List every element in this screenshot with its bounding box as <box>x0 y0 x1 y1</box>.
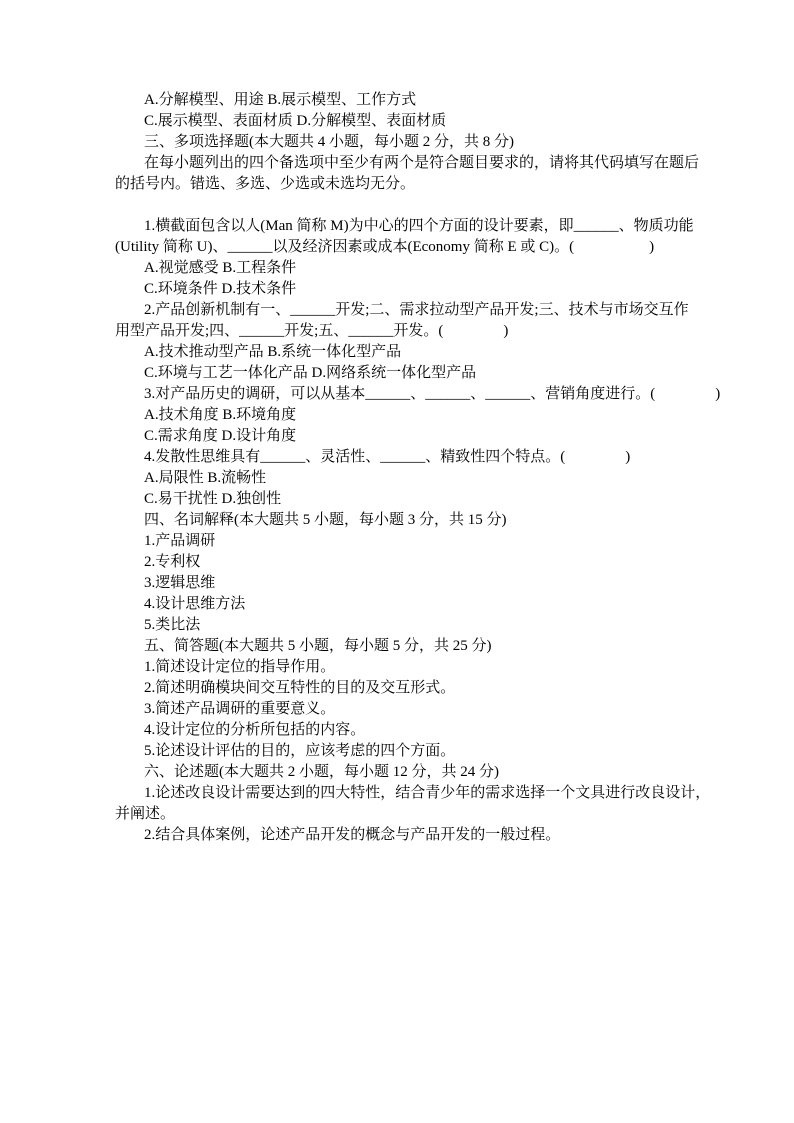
text-line: 3.逻辑思维 <box>144 575 216 591</box>
text-line: A.技术角度 B.环境角度 <box>144 407 297 423</box>
text-line: 1.简述设计定位的指导作用。 <box>144 659 336 675</box>
text-line: A.局限性 B.流畅性 <box>144 470 267 486</box>
text-line: 2.专利权 <box>144 554 201 570</box>
text-line: 的括号内。错选、多选、少选或未选均无分。 <box>115 176 416 192</box>
text-line: C.需求角度 D.设计角度 <box>144 428 297 444</box>
text-line: 5.论述设计评估的目的，应该考虑的四个方面。 <box>144 743 456 759</box>
document-text-block <box>115 90 721 846</box>
text-line: 4.设计定位的分析所包括的内容。 <box>144 722 366 738</box>
text-line: 在每小题列出的四个备选项中至少有两个是符合题目要求的，请将其代码填写在题后 <box>144 155 700 171</box>
text-line: 5.类比法 <box>144 617 201 633</box>
text-line: 用型产品开发;四、______开发;五、______开发。( ) <box>115 323 509 339</box>
text-line: 4.设计思维方法 <box>144 596 246 612</box>
text-line: A.视觉感受 B.工程条件 <box>144 260 297 276</box>
blank-line <box>115 195 680 216</box>
text-line: 1.横截面包含以人(Man 简称 M)为中心的四个方面的设计要素，即______、物质功能 <box>144 218 694 234</box>
text-line: 2.简述明确模块间交互特性的目的及交互形式。 <box>144 680 456 696</box>
text-line: 3.对产品历史的调研，可以从基本______、______、______、营销角度进行。( ) <box>144 386 721 402</box>
text-line: (Utility 简称 U)、______以及经济因素或成本(Economy 简称 E 或 C)。( ) <box>115 239 655 255</box>
text-line: 六、论述题(本大题共 2 小题，每小题 12 分，共 24 分) <box>144 764 499 780</box>
text-line: C.展示模型、表面材质 D.分解模型、表面材质 <box>144 113 447 129</box>
text-line: 2.结合具体案例，论述产品开发的概念与产品开发的一般过程。 <box>144 827 561 843</box>
text-line: 4.发散性思维具有______、灵活性、______、精致性四个特点。( ) <box>144 449 631 465</box>
text-line: 1.论述改良设计需要达到的四大特性，结合青少年的需求选择一个文具进行改良设计， <box>144 785 711 801</box>
text-line: A.分解模型、用途 B.展示模型、工作方式 <box>144 92 417 108</box>
text-line: 五、简答题(本大题共 5 小题，每小题 5 分，共 25 分) <box>144 638 492 654</box>
text-line: 2.产品创新机制有一、______开发;二、需求拉动型产品开发;三、技术与市场交互作 <box>144 302 689 318</box>
text-line: 并阐述。 <box>115 806 176 822</box>
text-line: 四、名词解释(本大题共 5 小题，每小题 3 分，共 15 分) <box>144 512 507 528</box>
text-line: 3.简述产品调研的重要意义。 <box>144 701 336 717</box>
text-line: 三、多项选择题(本大题共 4 小题，每小题 2 分，共 8 分) <box>144 134 514 150</box>
text-line: C.易干扰性 D.独创性 <box>144 491 282 507</box>
text-line: A.技术推动型产品 B.系统一体化型产品 <box>144 344 402 360</box>
text-line: C.环境与工艺一体化产品 D.网络系统一体化型产品 <box>144 365 477 381</box>
text-line: 1.产品调研 <box>144 533 216 549</box>
text-line: C.环境条件 D.技术条件 <box>144 281 297 297</box>
